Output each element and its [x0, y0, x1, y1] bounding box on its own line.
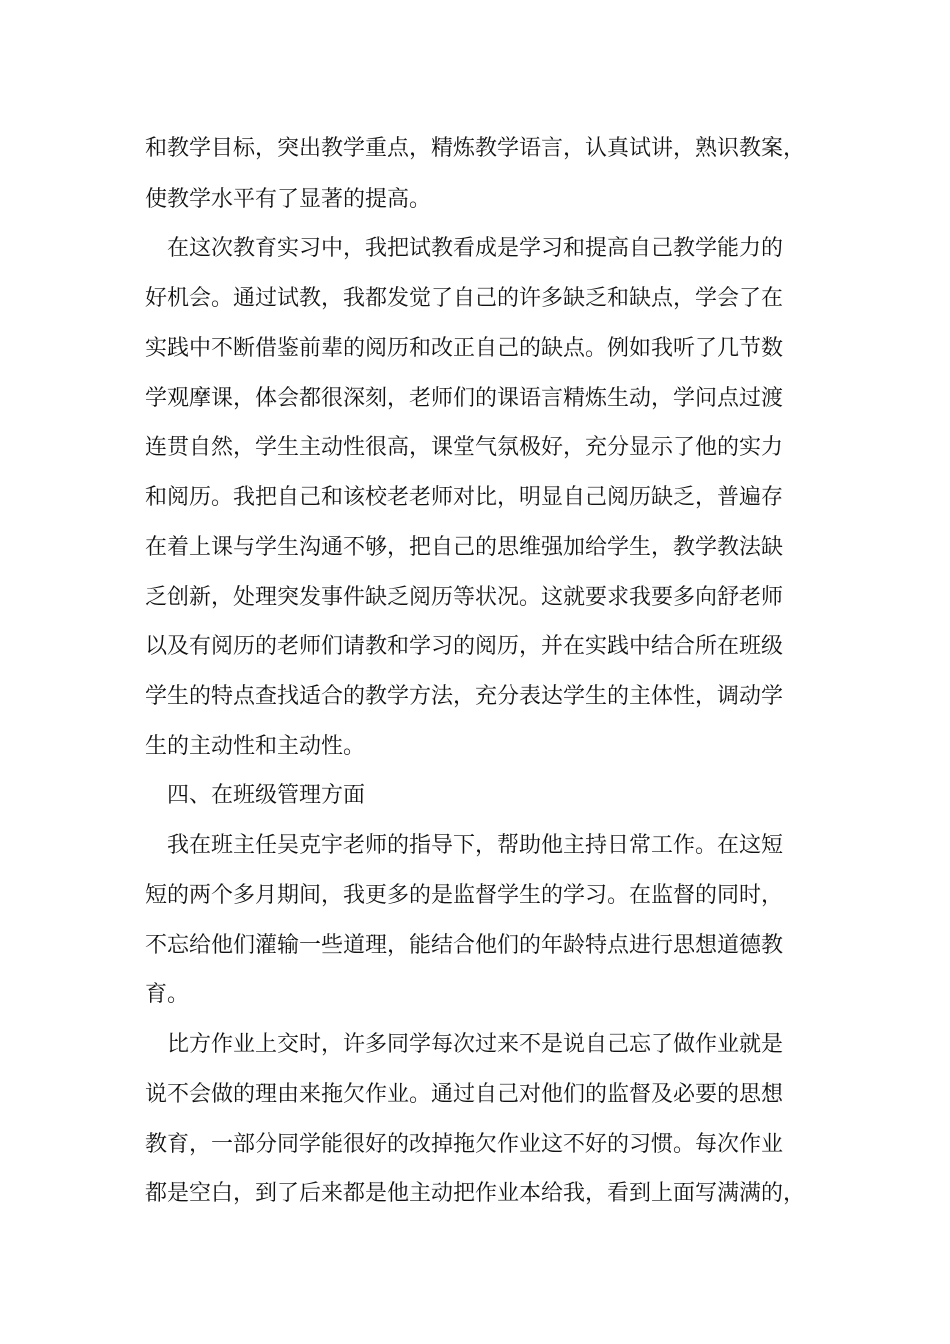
text-line: 使教学水平有了显著的提高。 — [145, 187, 432, 212]
text-line: 以及有阅历的老师们请教和学习的阅历，并在实践中结合所在班级 — [145, 634, 784, 659]
text-line: 实践中不断借鉴前辈的阅历和改正自己的缺点。例如我听了几节数 — [145, 336, 784, 361]
text-line: 生的主动性和主动性。 — [145, 734, 366, 759]
text-line: 乏创新，处理突发事件缺乏阅历等状况。这就要求我要多向舒老师 — [145, 585, 784, 610]
text-line: 育。 — [145, 982, 190, 1007]
text-line: 在这次教育实习中，我把试教看成是学习和提高自己教学能力的 — [167, 236, 784, 261]
text-line: 教育，一部分同学能很好的改掉拖欠作业这不好的习惯。每次作业 — [145, 1132, 784, 1157]
text-line: 学观摩课，体会都很深刻，老师们的课语言精炼生动，学问点过渡 — [145, 386, 784, 411]
text-line: 好机会。通过试教，我都发觉了自己的许多缺乏和缺点，学会了在 — [145, 286, 784, 311]
text-line: 短的两个多月期间，我更多的是监督学生的学习。在监督的同时， — [145, 883, 784, 908]
text-line: 和阅历。我把自己和该校老老师对比，明显自己阅历缺乏，普遍存 — [145, 485, 784, 510]
text-line: 都是空白，到了后来都是他主动把作业本给我，看到上面写满满的， — [145, 1181, 806, 1206]
text-line: 我在班主任吴克宇老师的指导下，帮助他主持日常工作。在这短 — [167, 833, 784, 858]
text-line: 比方作业上交时，许多同学每次过来不是说自己忘了做作业就是 — [167, 1032, 784, 1057]
text-line: 学生的特点查找适合的教学方法，充分表达学生的主体性，调动学 — [145, 684, 784, 709]
section-heading: 四、在班级管理方面 — [167, 783, 366, 808]
text-line: 不忘给他们灌输一些道理，能结合他们的年龄特点进行思想道德教 — [145, 933, 784, 958]
text-line: 说不会做的理由来拖欠作业。通过自己对他们的监督及必要的思想 — [145, 1082, 784, 1107]
text-line: 连贯自然，学生主动性很高，课堂气氛极好，充分显示了他的实力 — [145, 435, 784, 460]
text-line: 在着上课与学生沟通不够，把自己的思维强加给学生，教学教法缺 — [145, 535, 784, 560]
text-line: 和教学目标，突出教学重点，精炼教学语言，认真试讲，熟识教案， — [145, 136, 806, 161]
